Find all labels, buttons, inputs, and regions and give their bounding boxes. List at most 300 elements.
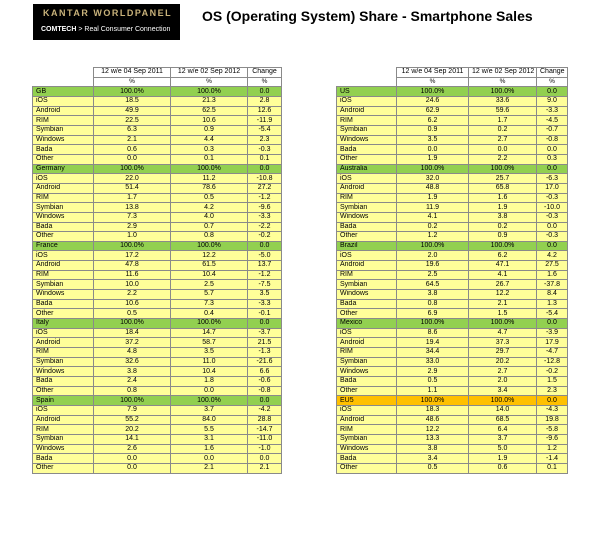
region-total-value: 0.0 bbox=[537, 319, 568, 329]
os-share-row bbox=[33, 357, 282, 367]
os-share-value: -0.3 bbox=[537, 193, 568, 203]
region-total-value: 100.0% bbox=[94, 164, 171, 174]
os-share-value: -3.3 bbox=[248, 212, 282, 222]
os-share-row bbox=[337, 415, 568, 425]
os-share-value: 6.3 bbox=[94, 125, 171, 135]
os-name: Android bbox=[33, 183, 94, 193]
os-share-row bbox=[337, 290, 568, 300]
os-share-value: 1.5 bbox=[537, 377, 568, 387]
os-name: Other bbox=[33, 386, 94, 396]
os-name: Symbian bbox=[337, 203, 397, 213]
os-share-value: 24.6 bbox=[397, 96, 469, 106]
os-share-row bbox=[33, 454, 282, 464]
os-name: RIM bbox=[337, 116, 397, 126]
os-share-value: -11.9 bbox=[248, 116, 282, 126]
os-share-value: 0.2 bbox=[469, 222, 537, 232]
region-total-row bbox=[337, 241, 568, 251]
region-total-value: 100.0% bbox=[94, 319, 171, 329]
os-share-row bbox=[33, 106, 282, 116]
os-name: Other bbox=[337, 154, 397, 164]
os-share-row bbox=[337, 261, 568, 271]
os-share-row bbox=[337, 444, 568, 454]
os-share-value: 48.6 bbox=[397, 415, 469, 425]
logo-tagline-text: Real Consumer Connection bbox=[84, 26, 171, 33]
os-share-value: 0.1 bbox=[248, 154, 282, 164]
os-name: Bada bbox=[33, 299, 94, 309]
region-total-value: 100.0% bbox=[171, 396, 248, 406]
os-share-value: 1.5 bbox=[469, 309, 537, 319]
os-share-value: 0.6 bbox=[94, 145, 171, 155]
os-share-value: 6.2 bbox=[397, 116, 469, 126]
os-share-value: 13.8 bbox=[94, 203, 171, 213]
os-share-value: 49.9 bbox=[94, 106, 171, 116]
os-share-row bbox=[33, 463, 282, 473]
os-share-value: 0.2 bbox=[397, 222, 469, 232]
region-name: Germany bbox=[33, 164, 94, 174]
os-share-value: 3.7 bbox=[171, 405, 248, 415]
os-share-value: 11.6 bbox=[94, 270, 171, 280]
os-share-value: 0.6 bbox=[469, 463, 537, 473]
region-total-value: 0.0 bbox=[537, 87, 568, 97]
os-share-value: 10.6 bbox=[94, 299, 171, 309]
os-share-value: 0.9 bbox=[397, 125, 469, 135]
right-os-share-table bbox=[336, 67, 568, 474]
os-share-value: 2.1 bbox=[94, 135, 171, 145]
os-share-value: 37.3 bbox=[469, 338, 537, 348]
os-share-value: -1.0 bbox=[248, 444, 282, 454]
os-share-value: 3.1 bbox=[171, 434, 248, 444]
os-share-value: -3.3 bbox=[537, 106, 568, 116]
os-share-value: 78.6 bbox=[171, 183, 248, 193]
os-share-row bbox=[337, 154, 568, 164]
os-share-value: -10.8 bbox=[248, 174, 282, 184]
os-name: Windows bbox=[33, 444, 94, 454]
os-share-value: 2.8 bbox=[248, 96, 282, 106]
os-share-row bbox=[33, 261, 282, 271]
os-name: Bada bbox=[33, 377, 94, 387]
os-name: iOS bbox=[337, 174, 397, 184]
os-share-value: 0.1 bbox=[171, 154, 248, 164]
os-share-row bbox=[337, 377, 568, 387]
os-share-value: -0.7 bbox=[537, 125, 568, 135]
os-name: RIM bbox=[33, 270, 94, 280]
os-share-value: 29.7 bbox=[469, 348, 537, 358]
unit-header: % bbox=[537, 77, 568, 87]
os-share-row bbox=[33, 212, 282, 222]
os-share-row bbox=[33, 251, 282, 261]
header-blank-cell bbox=[337, 77, 397, 87]
os-share-value: 4.8 bbox=[94, 348, 171, 358]
os-share-value: 4.2 bbox=[537, 251, 568, 261]
os-share-value: 8.6 bbox=[397, 328, 469, 338]
os-name: Android bbox=[33, 338, 94, 348]
os-share-value: -0.1 bbox=[248, 309, 282, 319]
os-share-value: 4.1 bbox=[397, 212, 469, 222]
os-name: iOS bbox=[337, 96, 397, 106]
os-share-row bbox=[337, 454, 568, 464]
region-total-value: 0.0 bbox=[537, 164, 568, 174]
os-name: iOS bbox=[33, 405, 94, 415]
os-name: Windows bbox=[337, 444, 397, 454]
os-share-value: 12.2 bbox=[397, 425, 469, 435]
os-share-row bbox=[33, 434, 282, 444]
os-name: Symbian bbox=[337, 280, 397, 290]
os-share-value: 2.9 bbox=[94, 222, 171, 232]
os-name: Other bbox=[337, 309, 397, 319]
os-share-value: 8.4 bbox=[537, 290, 568, 300]
os-share-value: 10.4 bbox=[171, 367, 248, 377]
os-share-value: -6.3 bbox=[537, 174, 568, 184]
os-share-value: 68.5 bbox=[469, 415, 537, 425]
os-name: iOS bbox=[337, 405, 397, 415]
os-share-value: 0.5 bbox=[171, 193, 248, 203]
os-name: Android bbox=[337, 183, 397, 193]
os-name: Windows bbox=[337, 212, 397, 222]
os-share-row bbox=[33, 444, 282, 454]
os-share-row bbox=[337, 309, 568, 319]
os-share-value: -4.5 bbox=[537, 116, 568, 126]
os-share-row bbox=[337, 251, 568, 261]
region-total-row bbox=[33, 396, 282, 406]
os-share-row bbox=[337, 193, 568, 203]
os-name: RIM bbox=[337, 425, 397, 435]
os-share-value: 17.9 bbox=[537, 338, 568, 348]
os-name: Symbian bbox=[33, 357, 94, 367]
os-share-value: 32.6 bbox=[94, 357, 171, 367]
os-name: Android bbox=[33, 106, 94, 116]
os-share-value: 64.5 bbox=[397, 280, 469, 290]
os-name: Windows bbox=[337, 367, 397, 377]
os-name: Windows bbox=[337, 135, 397, 145]
os-share-value: 3.8 bbox=[397, 290, 469, 300]
os-share-row bbox=[337, 434, 568, 444]
os-name: RIM bbox=[33, 116, 94, 126]
os-share-value: 3.4 bbox=[397, 454, 469, 464]
os-name: iOS bbox=[33, 328, 94, 338]
region-total-value: 100.0% bbox=[397, 319, 469, 329]
os-share-value: 1.9 bbox=[397, 154, 469, 164]
os-share-value: 1.6 bbox=[537, 270, 568, 280]
os-share-value: 5.5 bbox=[171, 425, 248, 435]
os-share-value: -4.2 bbox=[248, 405, 282, 415]
os-share-value: 2.3 bbox=[537, 386, 568, 396]
os-share-value: 0.2 bbox=[469, 125, 537, 135]
os-share-value: 5.0 bbox=[469, 444, 537, 454]
os-share-value: 11.2 bbox=[171, 174, 248, 184]
os-share-value: 1.2 bbox=[397, 232, 469, 242]
os-share-value: 0.0 bbox=[94, 463, 171, 473]
os-name: Bada bbox=[337, 222, 397, 232]
os-share-value: 2.2 bbox=[94, 290, 171, 300]
os-share-value: -0.3 bbox=[248, 145, 282, 155]
os-share-value: -0.2 bbox=[537, 367, 568, 377]
os-share-value: 2.0 bbox=[469, 377, 537, 387]
os-share-row bbox=[337, 348, 568, 358]
os-share-row bbox=[33, 125, 282, 135]
region-total-value: 100.0% bbox=[469, 319, 537, 329]
os-share-value: 0.0 bbox=[94, 154, 171, 164]
os-share-value: 58.7 bbox=[171, 338, 248, 348]
os-name: Symbian bbox=[33, 434, 94, 444]
os-share-value: 4.0 bbox=[171, 212, 248, 222]
os-share-value: 0.3 bbox=[171, 145, 248, 155]
os-share-value: 7.3 bbox=[171, 299, 248, 309]
os-share-value: 18.3 bbox=[397, 405, 469, 415]
os-share-value: 13.3 bbox=[397, 434, 469, 444]
os-share-value: 10.4 bbox=[171, 270, 248, 280]
region-total-value: 100.0% bbox=[397, 241, 469, 251]
os-name: Windows bbox=[337, 290, 397, 300]
os-share-value: 33.6 bbox=[469, 96, 537, 106]
column-header: Change bbox=[248, 68, 282, 78]
os-share-value: 28.8 bbox=[248, 415, 282, 425]
os-name: Windows bbox=[33, 367, 94, 377]
left-os-share-table bbox=[32, 67, 282, 474]
region-total-row bbox=[337, 164, 568, 174]
region-total-row bbox=[337, 396, 568, 406]
os-share-value: -1.2 bbox=[248, 193, 282, 203]
os-share-value: 14.7 bbox=[171, 328, 248, 338]
os-share-value: 13.7 bbox=[248, 261, 282, 271]
os-share-value: 2.5 bbox=[397, 270, 469, 280]
os-share-row bbox=[337, 212, 568, 222]
os-share-value: 0.7 bbox=[171, 222, 248, 232]
os-share-value: 1.1 bbox=[397, 386, 469, 396]
region-total-value: 0.0 bbox=[248, 319, 282, 329]
os-share-value: 20.2 bbox=[94, 425, 171, 435]
os-share-value: 17.2 bbox=[94, 251, 171, 261]
column-header: 12 w/e 02 Sep 2012 bbox=[469, 68, 537, 78]
region-total-row bbox=[33, 164, 282, 174]
os-share-value: 3.8 bbox=[469, 212, 537, 222]
os-share-value: 11.0 bbox=[171, 357, 248, 367]
os-share-value: 10.0 bbox=[94, 280, 171, 290]
os-share-value: 10.6 bbox=[171, 116, 248, 126]
os-name: Android bbox=[33, 261, 94, 271]
os-share-value: 21.3 bbox=[171, 96, 248, 106]
os-share-value: 18.5 bbox=[94, 96, 171, 106]
os-share-row bbox=[337, 357, 568, 367]
os-share-value: 0.5 bbox=[397, 377, 469, 387]
unit-header: % bbox=[94, 77, 171, 87]
os-share-value: 0.0 bbox=[94, 454, 171, 464]
os-share-value: 4.7 bbox=[469, 328, 537, 338]
region-name: Brazil bbox=[337, 241, 397, 251]
os-share-value: 12.2 bbox=[469, 290, 537, 300]
os-share-value: 0.5 bbox=[94, 309, 171, 319]
os-share-value: 1.9 bbox=[469, 203, 537, 213]
os-share-row bbox=[337, 367, 568, 377]
os-name: Symbian bbox=[337, 357, 397, 367]
region-total-value: 0.0 bbox=[537, 241, 568, 251]
os-share-value: 27.2 bbox=[248, 183, 282, 193]
os-share-row bbox=[337, 116, 568, 126]
os-share-value: 1.3 bbox=[537, 299, 568, 309]
os-share-value: 7.9 bbox=[94, 405, 171, 415]
os-share-value: 0.0 bbox=[171, 454, 248, 464]
os-name: RIM bbox=[337, 270, 397, 280]
os-name: Bada bbox=[33, 222, 94, 232]
os-share-value: -5.4 bbox=[248, 125, 282, 135]
os-share-row bbox=[337, 174, 568, 184]
column-header: 12 w/e 04 Sep 2011 bbox=[397, 68, 469, 78]
os-share-value: -0.8 bbox=[248, 386, 282, 396]
os-share-row bbox=[337, 222, 568, 232]
os-share-value: 0.0 bbox=[397, 145, 469, 155]
os-name: RIM bbox=[337, 348, 397, 358]
kantar-worldpanel-logo bbox=[33, 4, 180, 40]
unit-header: % bbox=[397, 77, 469, 87]
os-share-value: -11.0 bbox=[248, 434, 282, 444]
os-share-value: 19.6 bbox=[397, 261, 469, 271]
os-name: iOS bbox=[337, 328, 397, 338]
region-total-value: 0.0 bbox=[248, 396, 282, 406]
os-share-value: 0.8 bbox=[171, 232, 248, 242]
os-share-value: 1.9 bbox=[469, 454, 537, 464]
unit-header: % bbox=[469, 77, 537, 87]
os-share-value: 12.2 bbox=[171, 251, 248, 261]
region-name: US bbox=[337, 87, 397, 97]
header-blank-cell bbox=[337, 68, 397, 78]
column-header: 12 w/e 02 Sep 2012 bbox=[171, 68, 248, 78]
os-share-row bbox=[33, 232, 282, 242]
os-share-value: 37.2 bbox=[94, 338, 171, 348]
os-name: Symbian bbox=[33, 203, 94, 213]
os-share-value: 22.0 bbox=[94, 174, 171, 184]
os-name: RIM bbox=[33, 193, 94, 203]
region-total-row bbox=[337, 319, 568, 329]
os-name: Other bbox=[33, 154, 94, 164]
os-share-value: -14.7 bbox=[248, 425, 282, 435]
region-total-row bbox=[33, 319, 282, 329]
os-share-row bbox=[337, 96, 568, 106]
os-share-value: 59.6 bbox=[469, 106, 537, 116]
os-share-row bbox=[33, 415, 282, 425]
os-share-row bbox=[33, 328, 282, 338]
column-header-row bbox=[337, 68, 568, 78]
region-total-value: 0.0 bbox=[248, 241, 282, 251]
region-total-row bbox=[33, 241, 282, 251]
os-share-value: 26.7 bbox=[469, 280, 537, 290]
os-share-value: -3.3 bbox=[248, 299, 282, 309]
os-share-row bbox=[33, 183, 282, 193]
os-share-value: 21.5 bbox=[248, 338, 282, 348]
region-name: Australia bbox=[337, 164, 397, 174]
os-share-row bbox=[33, 145, 282, 155]
os-share-value: -2.2 bbox=[248, 222, 282, 232]
region-name: Spain bbox=[33, 396, 94, 406]
os-share-value: -3.7 bbox=[248, 328, 282, 338]
os-share-row bbox=[33, 348, 282, 358]
os-share-value: 51.4 bbox=[94, 183, 171, 193]
os-name: Android bbox=[337, 106, 397, 116]
os-share-value: 0.9 bbox=[469, 232, 537, 242]
os-share-value: 0.5 bbox=[397, 463, 469, 473]
os-share-row bbox=[33, 154, 282, 164]
os-share-row bbox=[33, 174, 282, 184]
os-name: Other bbox=[33, 309, 94, 319]
os-name: Bada bbox=[33, 145, 94, 155]
os-share-value: -5.8 bbox=[537, 425, 568, 435]
os-share-value: 2.4 bbox=[94, 377, 171, 387]
os-share-value: -0.3 bbox=[537, 232, 568, 242]
os-share-value: 61.5 bbox=[171, 261, 248, 271]
os-share-value: 84.0 bbox=[171, 415, 248, 425]
os-share-value: 25.7 bbox=[469, 174, 537, 184]
os-name: RIM bbox=[33, 348, 94, 358]
os-share-value: 2.1 bbox=[248, 463, 282, 473]
region-name: France bbox=[33, 241, 94, 251]
os-share-value: -1.3 bbox=[248, 348, 282, 358]
os-share-value: 48.8 bbox=[397, 183, 469, 193]
os-share-value: -7.5 bbox=[248, 280, 282, 290]
os-share-row bbox=[337, 299, 568, 309]
os-share-value: 3.5 bbox=[397, 135, 469, 145]
os-share-row bbox=[33, 377, 282, 387]
os-share-row bbox=[33, 222, 282, 232]
os-share-value: 20.2 bbox=[469, 357, 537, 367]
os-name: iOS bbox=[337, 251, 397, 261]
os-share-value: 7.3 bbox=[94, 212, 171, 222]
os-name: Other bbox=[337, 386, 397, 396]
os-name: Other bbox=[33, 463, 94, 473]
os-name: Android bbox=[337, 261, 397, 271]
region-total-value: 0.0 bbox=[248, 164, 282, 174]
os-share-value: 27.5 bbox=[537, 261, 568, 271]
region-total-value: 100.0% bbox=[397, 87, 469, 97]
os-share-row bbox=[337, 328, 568, 338]
chevron-right-icon: > bbox=[78, 26, 85, 33]
os-share-value: 65.8 bbox=[469, 183, 537, 193]
region-total-value: 100.0% bbox=[94, 241, 171, 251]
os-share-value: 6.2 bbox=[469, 251, 537, 261]
header-blank-cell bbox=[33, 77, 94, 87]
os-name: iOS bbox=[33, 96, 94, 106]
os-share-value: 1.0 bbox=[94, 232, 171, 242]
header-blank-cell bbox=[33, 68, 94, 78]
region-total-value: 100.0% bbox=[171, 164, 248, 174]
os-share-value: 3.5 bbox=[171, 348, 248, 358]
os-name: RIM bbox=[33, 425, 94, 435]
os-name: Bada bbox=[337, 454, 397, 464]
os-share-row bbox=[33, 193, 282, 203]
os-share-row bbox=[33, 280, 282, 290]
logo-comtech-text: COMTECH bbox=[41, 26, 77, 33]
os-share-value: 3.7 bbox=[469, 434, 537, 444]
region-total-value: 0.0 bbox=[537, 396, 568, 406]
os-share-row bbox=[33, 309, 282, 319]
os-name: Other bbox=[33, 232, 94, 242]
os-share-row bbox=[33, 405, 282, 415]
os-name: Windows bbox=[33, 212, 94, 222]
os-share-value: 55.2 bbox=[94, 415, 171, 425]
os-share-value: -0.2 bbox=[248, 232, 282, 242]
os-name: Symbian bbox=[337, 125, 397, 135]
os-share-value: -0.8 bbox=[537, 135, 568, 145]
os-share-value: -4.3 bbox=[537, 405, 568, 415]
os-share-row bbox=[337, 106, 568, 116]
os-share-value: 14.0 bbox=[469, 405, 537, 415]
region-total-value: 100.0% bbox=[94, 396, 171, 406]
os-name: Android bbox=[33, 415, 94, 425]
os-share-value: 0.0 bbox=[537, 145, 568, 155]
os-name: Bada bbox=[33, 454, 94, 464]
os-share-value: 2.7 bbox=[469, 367, 537, 377]
os-share-value: -9.6 bbox=[537, 434, 568, 444]
os-name: iOS bbox=[33, 251, 94, 261]
os-share-value: 19.8 bbox=[537, 415, 568, 425]
region-total-value: 0.0 bbox=[248, 87, 282, 97]
